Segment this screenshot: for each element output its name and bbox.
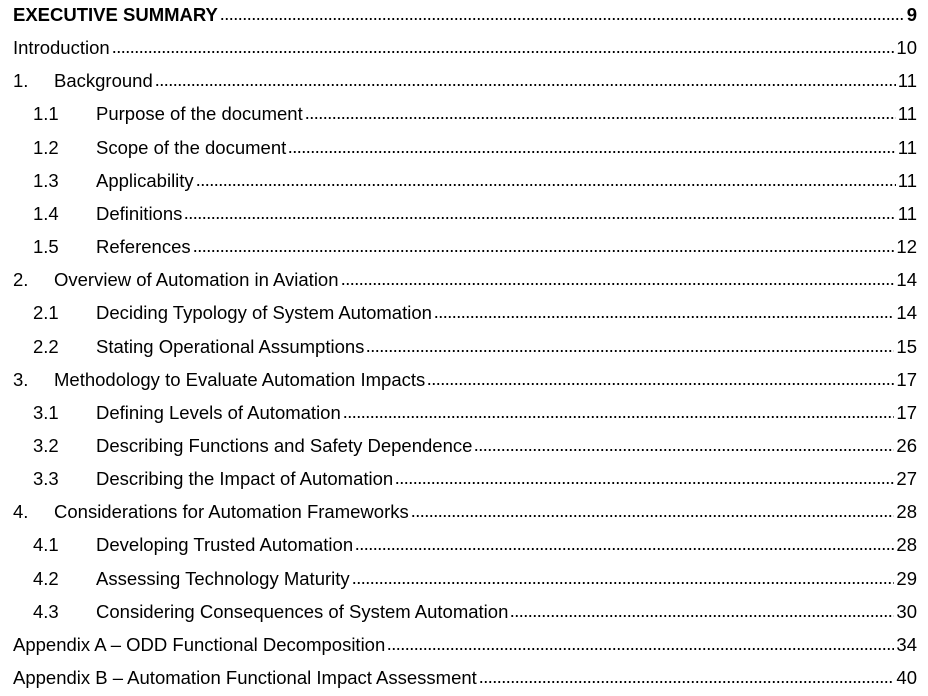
- toc-entry-number: 3.3: [33, 468, 59, 490]
- toc-dot-leader: [155, 83, 896, 87]
- toc-entry-number: 3.2: [33, 434, 59, 456]
- toc-entry[interactable]: [13, 66, 917, 92]
- toc-entry-page-number: 28: [896, 501, 917, 523]
- toc-entry-page-number: 40: [896, 667, 917, 688]
- toc-entry-page-number: 14: [896, 269, 917, 291]
- toc-entry-number: 4.3: [33, 600, 59, 622]
- toc-entry-title: Background: [54, 70, 153, 92]
- toc-entry-title: Describing Functions and Safety Dependence: [96, 434, 473, 456]
- toc-entry[interactable]: [13, 33, 917, 59]
- toc-entry-number: 2.: [13, 269, 29, 291]
- toc-entry-title: Appendix B – Automation Functional Impact Assessment: [13, 667, 477, 688]
- toc-entry-number: 4.: [13, 501, 29, 523]
- toc-entry-page-number: 11: [897, 70, 917, 92]
- toc-entry[interactable]: [13, 497, 917, 523]
- toc-entry[interactable]: [13, 232, 917, 258]
- toc-entry-page-number: 11: [897, 169, 917, 191]
- toc-dot-leader: [474, 448, 894, 452]
- toc-entry[interactable]: [13, 630, 917, 656]
- toc-dot-leader: [341, 282, 895, 286]
- toc-entry-title: Purpose of the document: [96, 103, 303, 125]
- toc-entry-title: Methodology to Evaluate Automation Impacts: [54, 368, 426, 390]
- toc-dot-leader: [355, 547, 894, 551]
- toc-entry[interactable]: [13, 663, 917, 689]
- toc-entry[interactable]: [13, 464, 917, 490]
- toc-entry[interactable]: [13, 0, 917, 26]
- toc-entry-title: Stating Operational Assumptions: [96, 335, 365, 357]
- toc-entry-title: Definitions: [96, 202, 183, 224]
- toc-entry-page-number: 9: [906, 4, 917, 25]
- toc-entry-title: Developing Trusted Automation: [96, 534, 354, 556]
- toc-entry-title: Scope of the document: [96, 136, 287, 158]
- toc-dot-leader: [427, 382, 894, 386]
- toc-entry-page-number: 34: [896, 633, 917, 655]
- toc-dot-leader: [434, 315, 894, 319]
- toc-entry[interactable]: [13, 365, 917, 391]
- toc-entry-title: Appendix A – ODD Functional Decomposition: [13, 633, 386, 655]
- toc-entry[interactable]: [13, 166, 917, 192]
- toc-entry-title: Deciding Typology of System Automation: [96, 302, 432, 324]
- toc-entry-title: Applicability: [96, 169, 194, 191]
- toc-entry[interactable]: [13, 332, 917, 358]
- toc-entry-number: 1.2: [33, 136, 59, 158]
- toc-entry-title: Overview of Automation in Aviation: [54, 269, 339, 291]
- toc-entry-page-number: 17: [896, 401, 917, 423]
- toc-entry-page-number: 14: [896, 302, 917, 324]
- toc-entry[interactable]: [13, 265, 917, 291]
- toc-dot-leader: [395, 481, 894, 485]
- toc-entry-page-number: 26: [896, 434, 917, 456]
- toc-entry-title: Assessing Technology Maturity: [96, 567, 350, 589]
- toc-entry[interactable]: [13, 298, 917, 324]
- toc-entry[interactable]: [13, 530, 917, 556]
- toc-entry-title: References: [96, 236, 191, 258]
- toc-dot-leader: [411, 514, 895, 518]
- toc-dot-leader: [387, 647, 894, 651]
- toc-dot-leader: [352, 581, 895, 585]
- toc-entry-number: 1.3: [33, 169, 59, 191]
- toc-entry-title: EXECUTIVE SUMMARY: [13, 4, 218, 25]
- toc-entry[interactable]: [13, 133, 917, 159]
- toc-entry-page-number: 11: [897, 103, 917, 125]
- toc-entry-number: 2.1: [33, 302, 59, 324]
- toc-entry-title: Introduction: [13, 37, 110, 59]
- toc-entry-page-number: 30: [896, 600, 917, 622]
- toc-entry-page-number: 29: [896, 567, 917, 589]
- toc-dot-leader: [193, 249, 895, 253]
- toc-entry-page-number: 11: [897, 202, 917, 224]
- toc-entry-page-number: 27: [896, 468, 917, 490]
- toc-entry[interactable]: [13, 431, 917, 457]
- toc-entry-title: Considerations for Automation Frameworks: [54, 501, 409, 523]
- toc-dot-leader: [112, 50, 895, 54]
- toc-dot-leader: [220, 17, 905, 21]
- toc-entry-number: 1.: [13, 70, 29, 92]
- toc-dot-leader: [184, 216, 895, 220]
- toc-entry-number: 4.2: [33, 567, 59, 589]
- toc-entry-title: Defining Levels of Automation: [96, 401, 341, 423]
- toc-entry-title: Considering Consequences of System Automation: [96, 600, 509, 622]
- toc-entry[interactable]: [13, 597, 917, 623]
- toc-dot-leader: [305, 116, 896, 120]
- toc-dot-leader: [343, 415, 895, 419]
- toc-entry-page-number: 12: [896, 236, 917, 258]
- toc-entry-number: 3.: [13, 368, 29, 390]
- toc-dot-leader: [288, 150, 896, 154]
- toc-entry-number: 1.5: [33, 236, 59, 258]
- toc-entry[interactable]: [13, 398, 917, 424]
- toc-entry-page-number: 17: [896, 368, 917, 390]
- toc-entry-number: 1.1: [33, 103, 59, 125]
- toc-entry-page-number: 10: [896, 37, 917, 59]
- toc-dot-leader: [196, 183, 896, 187]
- toc-dot-leader: [479, 680, 895, 684]
- toc-entry[interactable]: [13, 199, 917, 225]
- toc-entry-title: Describing the Impact of Automation: [96, 468, 394, 490]
- toc-dot-leader: [510, 614, 894, 618]
- toc-entry-page-number: 11: [897, 136, 917, 158]
- toc-dot-leader: [366, 349, 894, 353]
- toc-entry-page-number: 28: [896, 534, 917, 556]
- toc-entry[interactable]: [13, 564, 917, 590]
- toc-entry[interactable]: [13, 99, 917, 125]
- toc-entry-number: 1.4: [33, 202, 59, 224]
- toc-entry-number: 2.2: [33, 335, 59, 357]
- toc-entry-number: 4.1: [33, 534, 59, 556]
- toc-entry-number: 3.1: [33, 401, 59, 423]
- toc-entry-page-number: 15: [896, 335, 917, 357]
